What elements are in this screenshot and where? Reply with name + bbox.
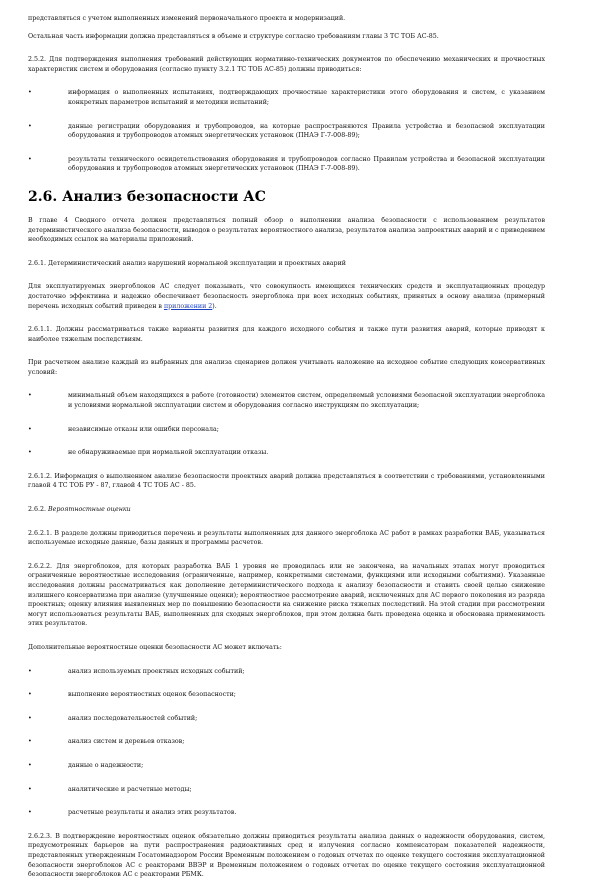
bullet-mark: • — [28, 738, 32, 746]
bullet-mark: • — [28, 155, 32, 163]
list-item — [28, 808, 545, 818]
paragraph-text-end: ). — [212, 302, 217, 310]
paragraph-2-5-2: 2.5.2. Для подтверждения выполнения требований действующих нормативно-технических документов по обеспечению механических и прочностных характеристик систем и оборудования (согласно пункту 3.2.1 ТС ТОБ АС-85) должны приводиться: — [28, 56, 545, 73]
paragraph-2-6-2-1: 2.6.2.1. В разделе должны приводиться перечень и результаты выполненных для данного энергоблока АС работ в рамках разработки ВАБ, указываться используемые исходные данные, базы данных и программы расчетов. — [28, 529, 545, 547]
bullet-mark: • — [28, 425, 32, 433]
list-item — [28, 714, 545, 724]
appendix-2-link[interactable]: приложении 2 — [163, 302, 213, 310]
bullet-mark: • — [28, 89, 32, 97]
subsection-heading: 2.6.1. Детерминистический анализ нарушений нормальной эксплуатации и проектных аварий — [28, 259, 346, 267]
list-item-text: анализ последовательностей событий; — [68, 714, 198, 722]
bullet-mark: • — [28, 691, 32, 699]
list-item — [28, 122, 545, 141]
bullet-mark: • — [28, 122, 32, 130]
subsection-heading — [28, 505, 545, 515]
paragraph-2-6-2-3: 2.6.2.3. В подтверждение вероятностных оценок обязательно должны приводиться результаты анализа данных о надежности оборудования, систем, предусмотренных барьеров на пути распространения радиоактивных сред и излучения согласно компенсаторам показателей надежности, представленных утвержденным Госатомнадзором России Временным положением о годовых отчетах по оценке текущего состояния эксплуатационной безопасности энергоблоков АС с реакторами ВВЭР и Временным положением о годовых отчетах по оценке текущего состояния эксплуатационной безопасности энергоблоков АС с реакторами РБМК. — [28, 832, 545, 879]
bullet-mark: • — [28, 761, 32, 769]
paragraph-2-6-1-2: 2.6.1.2. Информация о выполненном анализе безопасности проектных аварий должна представляться в соответствии с требованиями, установленными главой 4 ТС ТОБ РУ - 87, главой 4 ТС ТОБ АС - 85. — [28, 472, 545, 490]
list-item-text: анализ систем и деревьев отказов; — [68, 738, 185, 746]
list-item-text: данные регистрации оборудования и трубопроводов, на которые распространяются Правила устройства и безопасной эксплуатации оборудования и трубопроводов атомных энергетических установок (ПНАЭ Г-7-008-89); — [68, 122, 545, 140]
paragraph-continuation: представляться с учетом выполненных изменений первоначального проекта и модернизаций. — [28, 15, 346, 22]
bullet-mark: • — [28, 785, 32, 793]
paragraph: Дополнительные вероятностные оценки безопасности АС может включать: — [28, 643, 282, 651]
bullet-mark: • — [28, 392, 32, 400]
list-item — [28, 88, 545, 107]
paragraph-2-6-1-1: 2.6.1.1. Должны рассматриваться также варианты развития для каждого исходного события и также пути развития аварий, которые приводят к наиболее тяжелым последствиям. — [28, 326, 545, 343]
list-item-text: данные о надежности; — [68, 761, 144, 769]
list-item — [28, 761, 545, 771]
list-item-text: расчетные результаты и анализ этих результатов. — [68, 809, 237, 817]
paragraph: Остальная часть информации должна представляться в объеме и структуре согласно требованиям главы 3 ТС ТОБ АС-85. — [28, 32, 439, 40]
paragraph: При расчетном анализе каждый из выбранных для анализа сценариев должен учитывать наложение на исходное событие следующих консервативных условий: — [28, 359, 545, 376]
subsection-title: Вероятностные оценки — [48, 506, 131, 514]
list-item-text: не обнаруживаемые при нормальной эксплуатации отказы. — [68, 449, 269, 457]
list-item-text: результаты технического освидетельствования оборудования и трубопроводов согласно Правилам устройства и безопасной эксплуатации оборудования и трубопроводов атомных энергетических установок (ПНАЭ Г-7-008-89). — [68, 155, 545, 173]
list-item-text: анализ используемых проектных исходных событий; — [68, 667, 245, 675]
list-item-text: информация о выполненных испытаниях, подтверждающих прочностные характеристики этого оборудования и систем, с указанием конкретных параметров испытаний и методики испытаний; — [68, 89, 545, 106]
bullet-mark: • — [28, 667, 32, 675]
list-item-text: выполнение вероятностных оценок безопасности; — [68, 691, 236, 699]
bullet-mark: • — [28, 714, 32, 722]
list-item — [28, 391, 545, 410]
paragraph-text: Для эксплуатируемых энергоблоков АС следует показывать, что совокупность имеющихся технических средств и эксплуатационных процедур достаточно эффективна и надежно обеспечивает безопасность энергоблока при всех исходных событиях, принятых в основу анализа (примерный перечень исходных событий приведен в — [28, 283, 545, 310]
paragraph-with-link — [28, 282, 545, 311]
list-item — [28, 425, 545, 435]
list-item — [28, 737, 545, 747]
list-item — [28, 785, 545, 795]
list-item-text: минимальный объем находящихся в работе (готовности) элементов систем, определяемый условиями безопасной эксплуатации энергоблока и условиями нормальной эксплуатации систем и оборудования согласно инструкциям по эксплуатации; — [68, 392, 545, 410]
list-item — [28, 667, 545, 677]
list-item-text: аналитические и расчетные методы; — [68, 785, 192, 793]
list-item-text: независимые отказы или ошибки персонала; — [68, 425, 219, 433]
paragraph-2-6-2-2: 2.6.2.2. Для энергоблоков, для которых разработка ВАБ 1 уровня не проводилась или не закончена, на начальных этапах могут проводиться ограниченные вероятностные исследования (ограниченные, например, конкретными системами, функциями или исходными событиями). Указанные исследования должны рассматриваться как дополнение детерминистического подхода к анализу безопасности и ставить своей целью снижение излишнего консерватизма при анализе (улучшенные оценки); вероятностное рассмотрение аварий, исключенных для АС первого поколения из разряда проектных; оценку влияния выявленных мер по повышению безопасности на снижение риска тяжелых последствий. На этой стадии при рассмотрении могут использоваться результаты ВАБ, выполненных для сходных энергоблоков, при этом должна быть проведена оценка и обоснована применимость этих результатов. — [28, 562, 545, 628]
subsection-number: 2.6.2. — [28, 506, 47, 514]
list-item — [28, 155, 545, 174]
list-item — [28, 690, 545, 700]
bullet-mark: • — [28, 809, 32, 817]
list-item — [28, 448, 545, 458]
bullet-mark: • — [28, 449, 32, 457]
paragraph-section-intro: В главе 4 Сводного отчета должен представляться полный обзор о выполнении анализа безопасности с использованием результатов детерминистического анализа безопасности, выводов о результатах вероятностного анализа, результатов анализа запроектных аварий и с приведением необходимых ссылок на материалы приложений. — [28, 216, 545, 244]
section-heading: 2.6. Анализ безопасности АС — [28, 188, 266, 205]
